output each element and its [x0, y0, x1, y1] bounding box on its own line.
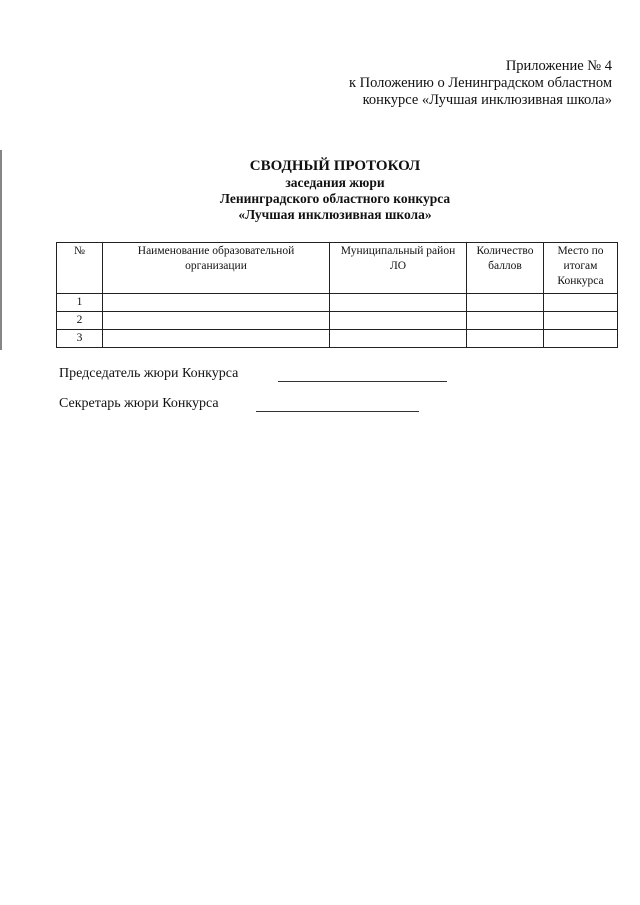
- scan-edge-mark: [0, 150, 2, 350]
- chair-signature-blank[interactable]: [278, 381, 447, 382]
- appendix-line-2: к Положению о Ленинградском областном: [348, 75, 612, 91]
- row-number: 2: [57, 312, 103, 330]
- secretary-signature-blank[interactable]: [256, 411, 419, 412]
- header-place: Место по итогам Конкурса: [544, 243, 618, 294]
- chair-signature-label: Председатель жюри Конкурса: [59, 366, 239, 381]
- table-row: [57, 294, 618, 312]
- row-place: [544, 294, 618, 312]
- header-score: Количество баллов: [467, 243, 544, 294]
- appendix-line-3: конкурсе «Лучшая инклюзивная школа»: [362, 92, 612, 108]
- row-organization: [103, 294, 330, 312]
- header-district: Муниципальный район ЛО: [330, 243, 467, 294]
- row-organization: [103, 330, 330, 348]
- appendix-block: [349, 58, 612, 109]
- heading-line-2: заседания жюри: [285, 175, 385, 190]
- row-score: [467, 312, 544, 330]
- header-number: №: [57, 243, 103, 294]
- protocol-table: [56, 242, 618, 348]
- row-organization: [103, 312, 330, 330]
- table-row: [57, 330, 618, 348]
- table-header-row: [57, 243, 618, 294]
- heading-line-3: Ленинградского областного конкурса: [219, 191, 451, 206]
- heading-line-4: «Лучшая инклюзивная школа»: [238, 207, 432, 222]
- row-score: [467, 294, 544, 312]
- row-score: [467, 330, 544, 348]
- row-place: [544, 312, 618, 330]
- secretary-signature-label: Секретарь жюри Конкурса: [59, 396, 219, 411]
- table-row: [57, 312, 618, 330]
- row-district: [330, 330, 467, 348]
- row-district: [330, 294, 467, 312]
- row-number: 3: [57, 330, 103, 348]
- row-place: [544, 330, 618, 348]
- appendix-line-1: Приложение № 4: [505, 58, 612, 74]
- document-heading: [150, 157, 520, 223]
- header-organization: Наименование образовательной организации: [103, 243, 330, 294]
- row-district: [330, 312, 467, 330]
- row-number: 1: [57, 294, 103, 312]
- document-title: СВОДНЫЙ ПРОТОКОЛ: [249, 158, 421, 174]
